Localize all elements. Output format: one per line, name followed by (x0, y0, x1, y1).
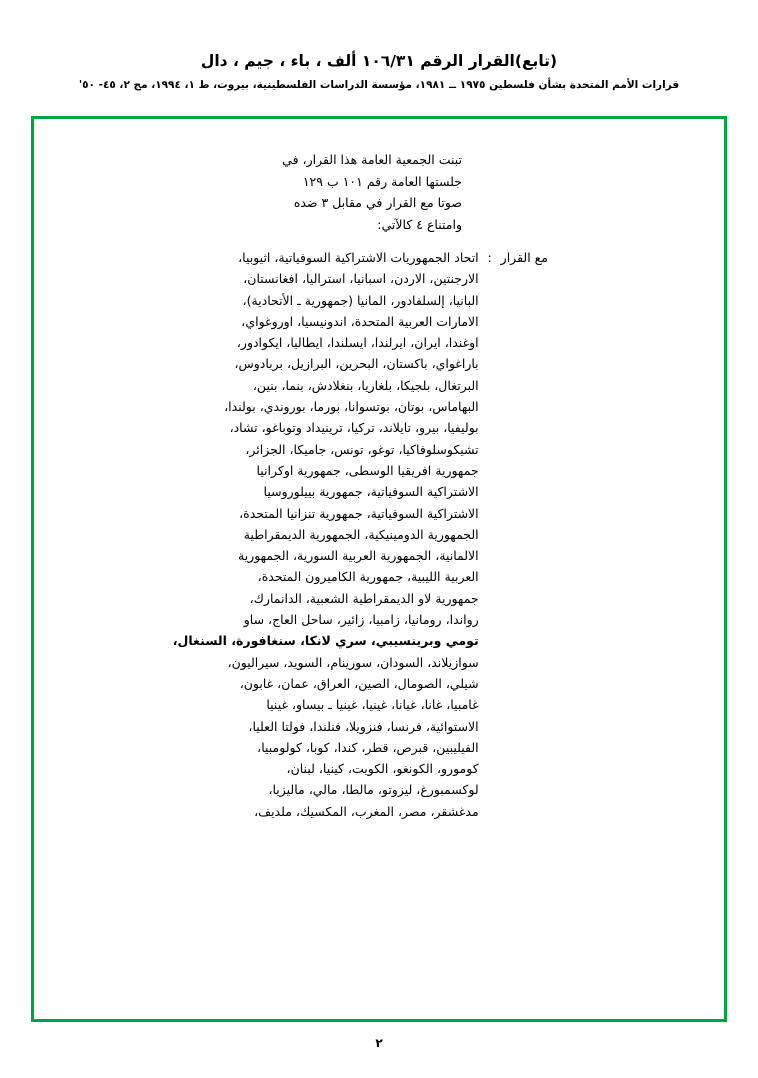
country-line: غامبيا، غانا، غيانا، غينيا، غينيا ـ بيساو، غينيا (266, 697, 479, 713)
country-line: شيلي، الصومال، الصين، العراق، عمان، غابون، (239, 675, 479, 691)
country-line: لوكسمبورغ، ليزوتو، مالطا، مالي، ماليزيا، (268, 782, 479, 798)
countries-list (172, 247, 479, 822)
country-line: جمهورية لاو الديمقراطية الشعبية، الدانمارك، (249, 590, 479, 606)
green-border-frame (31, 116, 727, 1022)
country-line: باراغواي، باكستان، البحرين، البرازيل، بربادوس، (234, 356, 479, 372)
country-line: الاشتراكية السوفياتية، جمهورية تنزانيا المتحدة، (239, 505, 479, 521)
document-content (34, 149, 724, 822)
country-line: تشيكوسلوفاكيا، توغو، تونس، جاميكا، الجزائر، (245, 441, 479, 457)
country-line: جمهورية افريقيا الوسطى، جمهورية اوكرانيا (256, 462, 479, 478)
vote-colon: : (487, 250, 492, 265)
country-line: البرتغال، بلجيكا، بلغاريا، بنغلادش، بنما، بنين، (252, 377, 479, 393)
country-line: البهاماس، بوتان، بوتسوانا، بورما، بوروندي، بولندا، (224, 399, 479, 415)
country-line: الاستوائية، فرنسا، فنزويلا، فنلندا، فولتا العليا، (248, 718, 479, 734)
country-line: اتحاد الجمهوريات الاشتراكية السوفياتية، اثيوبيا، (238, 250, 479, 265)
page-header (0, 0, 758, 91)
country-line: الارجنتين، الاردن، اسبانيا، استراليا، افغانستان، (243, 271, 479, 287)
country-line: مدغشقر، مصر، المغرب، المكسيك، ملديف، (254, 803, 479, 819)
vote-list-block (34, 247, 724, 822)
country-line: كومورو، الكونغو، الكويت، كينيا، لبنان، (286, 761, 479, 777)
country-line: تومي وبرينسيبي، سري لانكا، سنغافورة، السنغال، (172, 633, 479, 649)
page-number: ٢ (375, 1036, 383, 1050)
country-line: الفيليبين، قبرص، قطر، كندا، كوبا، كولومبيا، (257, 739, 479, 755)
country-line: رواندا، رومانيا، زامبيا، زائير، ساحل العاج، ساو (243, 612, 479, 628)
intro-line-2: جلستها العامة رقم ١٠١ ب ١٢٩ (302, 173, 462, 189)
intro-line-4: وامتناع ٤ كالآتي: (377, 216, 462, 232)
intro-line-3: صوتا مع القرار في مقابل ٣ ضده (293, 195, 462, 210)
country-line: الامارات العربية المتحدة، اندونيسيا، اوروغواي، (241, 313, 479, 329)
vote-label: مع القرار (500, 250, 548, 265)
intro-line-1: تبنت الجمعية العامة هذا القرار، في (282, 152, 462, 167)
country-line: الاشتراكية السوفياتية، جمهورية بييلوروسيا (263, 484, 479, 500)
country-line: بوليفيا، بيرو، تايلاند، تركيا، ترينيداد وتوباغو، تشاد، (229, 420, 479, 436)
source-citation: قرارات الأمم المتحدة بشأن فلسطين ١٩٧٥ ــ ١٩٨١، مؤسسة الدراسات الفلسطينية، بيروت، ط ١، ١٩٩٤، مج ٢، ٤٥- ٥٠' (78, 79, 680, 91)
country-line: الجمهورية الدومينيكية، الجمهورية الديمقراطية (243, 526, 479, 542)
country-line: الالمانية، الجمهورية العربية السورية، الجمهورية (238, 548, 479, 564)
country-line: العربية الليبية، جمهورية الكاميرون المتحدة، (257, 569, 479, 585)
country-line: البانيا، إلسلفادور، المانيا (جمهورية ـ الأتحادية)، (242, 292, 479, 308)
intro-paragraph (224, 149, 462, 235)
page-title: (تابع)القرار الرقم ١٠٦/٣١ ألف ، باء ، جيم ، دال (200, 52, 558, 70)
country-line: سوازيلاند، السودان، سورينام، السويد، سيراليون، (227, 654, 479, 670)
country-line: اوغندا، ايران، ايرلندا، ايسلندا، ايطاليا، ايكوادور، (236, 335, 479, 351)
